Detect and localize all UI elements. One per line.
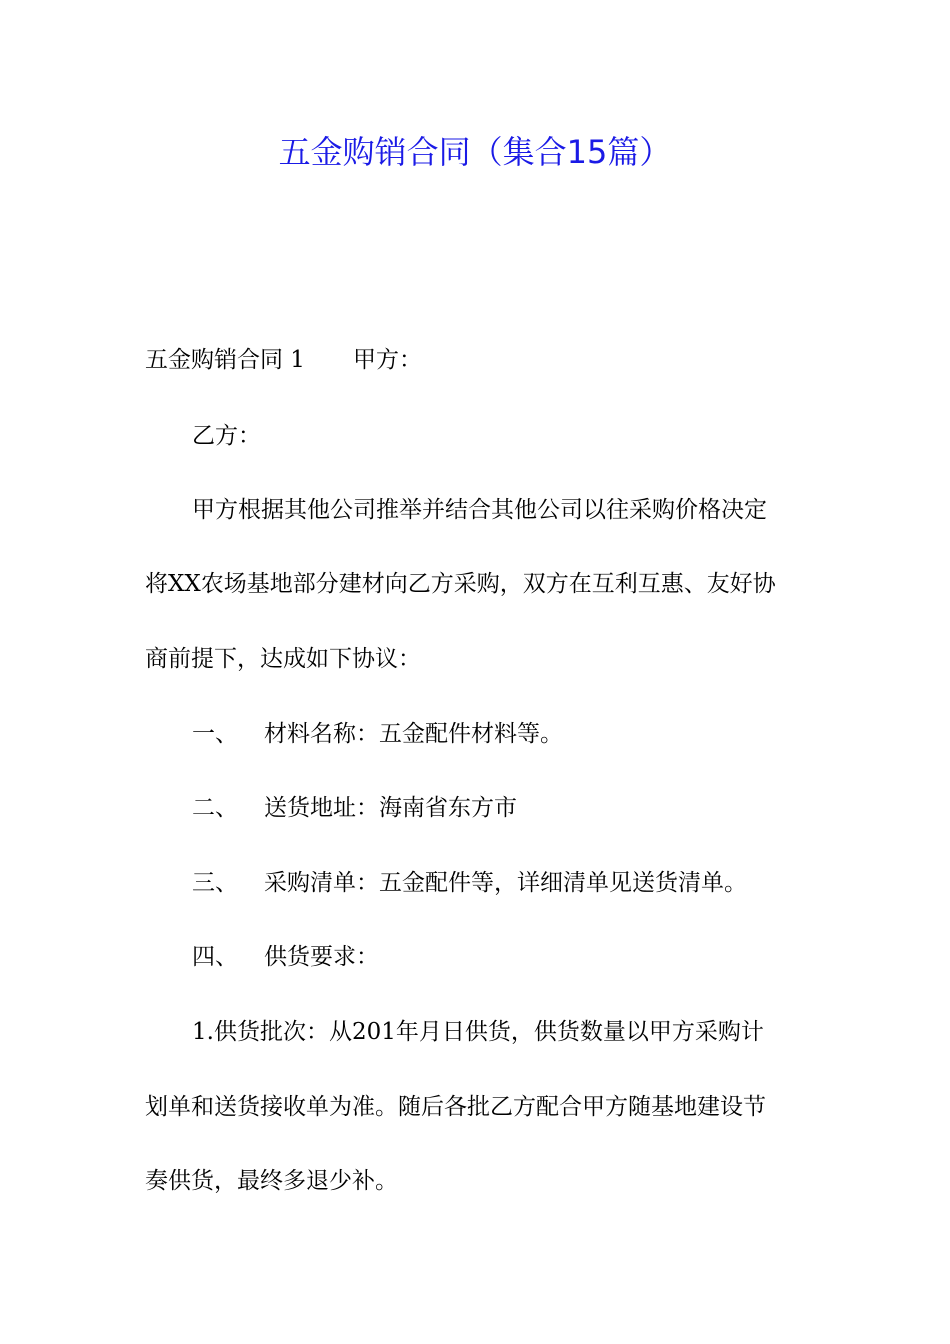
supply-line-2: 划单和送货接收单为准。随后各批乙方配合甲方随基地建设节 [145, 1094, 766, 1120]
clause-text: 送货地址：海南省东方市 [264, 795, 517, 821]
intro-line-2: 将XX农场基地部分建材向乙方采购，双方在互利互惠、友好协 [145, 571, 776, 597]
contract-heading: 五金购销合同 1 [145, 347, 305, 373]
clause-4 [192, 941, 379, 973]
document-title: 五金购销合同（集合15篇） [278, 133, 672, 171]
intro-line-3: 商前提下，达成如下协议： [145, 646, 421, 672]
clause-3 [192, 867, 747, 899]
clause-text: 采购清单：五金配件等，详细清单见送货清单。 [264, 870, 747, 896]
party-b-label: 乙方： [192, 423, 261, 449]
clause-number: 三、 [192, 870, 238, 896]
clause-number: 四、 [192, 944, 238, 970]
party-a-label: 甲方： [352, 347, 422, 373]
clause-text: 材料名称：五金配件材料等。 [264, 721, 563, 747]
intro-line-1: 甲方根据其他公司推举并结合其他公司以往采购价格决定 [192, 497, 767, 523]
clause-number: 二、 [192, 795, 238, 821]
clause-text: 供货要求： [264, 944, 379, 970]
clause-number: 一、 [192, 721, 238, 747]
clause-2 [192, 792, 517, 824]
contract-heading-line [145, 344, 422, 376]
clause-1 [192, 718, 563, 750]
supply-line-1: 1.供货批次：从201年月日供货，供货数量以甲方采购计 [192, 1019, 764, 1045]
supply-line-3: 奏供货，最终多退少补。 [145, 1168, 398, 1194]
